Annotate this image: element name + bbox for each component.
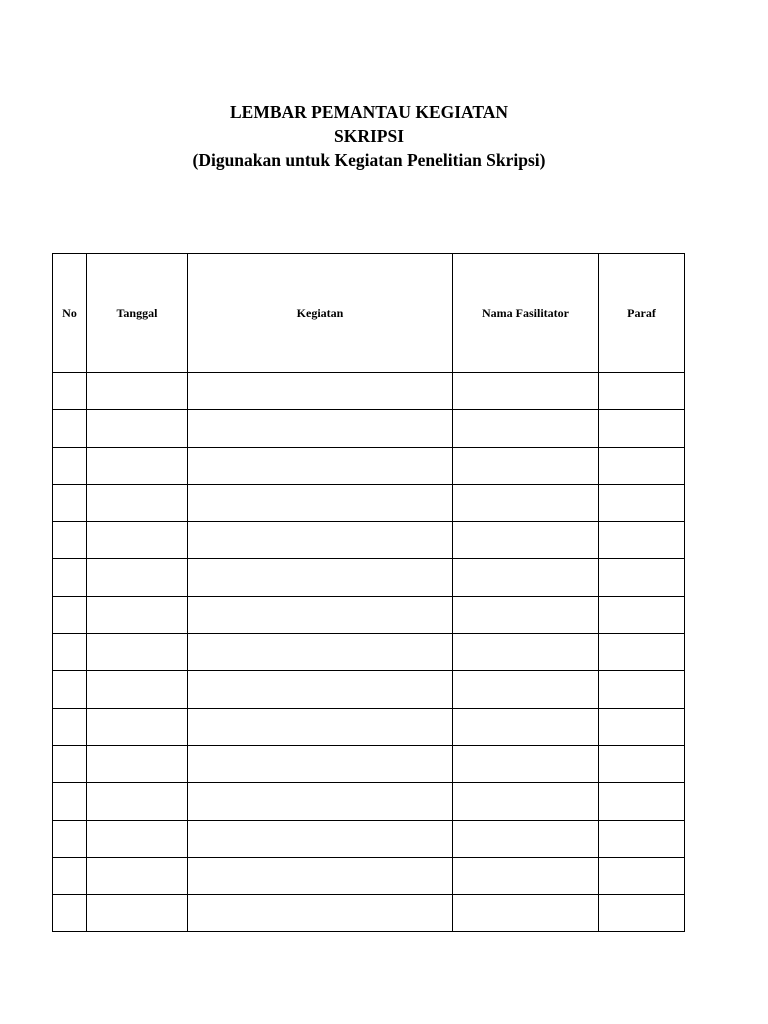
document-title xyxy=(0,100,738,172)
cell-signature[interactable] xyxy=(599,410,685,447)
cell-date[interactable] xyxy=(87,373,188,410)
cell-no[interactable] xyxy=(53,895,87,932)
table-header-row xyxy=(53,254,685,373)
header-facilitator: Nama Fasilitator xyxy=(453,254,599,373)
cell-signature[interactable] xyxy=(599,857,685,894)
cell-date[interactable] xyxy=(87,634,188,671)
cell-facilitator[interactable] xyxy=(453,671,599,708)
cell-activity[interactable] xyxy=(188,634,453,671)
cell-no[interactable] xyxy=(53,596,87,633)
cell-activity[interactable] xyxy=(188,373,453,410)
cell-signature[interactable] xyxy=(599,522,685,559)
cell-activity[interactable] xyxy=(188,783,453,820)
cell-no[interactable] xyxy=(53,373,87,410)
cell-no[interactable] xyxy=(53,484,87,521)
cell-activity[interactable] xyxy=(188,820,453,857)
cell-signature[interactable] xyxy=(599,484,685,521)
cell-no[interactable] xyxy=(53,783,87,820)
cell-signature[interactable] xyxy=(599,745,685,782)
title-line-usage-note: (Digunakan untuk Kegiatan Penelitian Skripsi) xyxy=(192,150,546,170)
cell-facilitator[interactable] xyxy=(453,783,599,820)
cell-date[interactable] xyxy=(87,820,188,857)
cell-facilitator[interactable] xyxy=(453,745,599,782)
title-line-main: LEMBAR PEMANTAU KEGIATAN xyxy=(229,102,509,122)
header-date: Tanggal xyxy=(87,254,188,373)
cell-date[interactable] xyxy=(87,559,188,596)
cell-signature[interactable] xyxy=(599,634,685,671)
cell-date[interactable] xyxy=(87,484,188,521)
cell-date[interactable] xyxy=(87,671,188,708)
cell-activity[interactable] xyxy=(188,596,453,633)
cell-signature[interactable] xyxy=(599,447,685,484)
table-row xyxy=(53,745,685,782)
cell-facilitator[interactable] xyxy=(453,559,599,596)
cell-no[interactable] xyxy=(53,708,87,745)
cell-activity[interactable] xyxy=(188,447,453,484)
cell-date[interactable] xyxy=(87,447,188,484)
table-row xyxy=(53,447,685,484)
cell-signature[interactable] xyxy=(599,783,685,820)
table-row xyxy=(53,596,685,633)
cell-activity[interactable] xyxy=(188,522,453,559)
table-row xyxy=(53,410,685,447)
cell-facilitator[interactable] xyxy=(453,708,599,745)
cell-signature[interactable] xyxy=(599,820,685,857)
cell-signature[interactable] xyxy=(599,895,685,932)
cell-facilitator[interactable] xyxy=(453,634,599,671)
table-row xyxy=(53,373,685,410)
cell-activity[interactable] xyxy=(188,895,453,932)
cell-no[interactable] xyxy=(53,634,87,671)
table-row xyxy=(53,522,685,559)
table-row xyxy=(53,783,685,820)
header-signature: Paraf xyxy=(599,254,685,373)
table-row xyxy=(53,857,685,894)
cell-date[interactable] xyxy=(87,596,188,633)
title-line-subject: SKRIPSI xyxy=(333,126,405,146)
cell-date[interactable] xyxy=(87,857,188,894)
cell-facilitator[interactable] xyxy=(453,857,599,894)
cell-facilitator[interactable] xyxy=(453,484,599,521)
cell-facilitator[interactable] xyxy=(453,895,599,932)
cell-activity[interactable] xyxy=(188,559,453,596)
cell-date[interactable] xyxy=(87,410,188,447)
table-row xyxy=(53,671,685,708)
activity-log-table xyxy=(52,253,685,932)
cell-date[interactable] xyxy=(87,783,188,820)
cell-date[interactable] xyxy=(87,522,188,559)
cell-facilitator[interactable] xyxy=(453,522,599,559)
cell-signature[interactable] xyxy=(599,671,685,708)
header-activity: Kegiatan xyxy=(188,254,453,373)
cell-signature[interactable] xyxy=(599,596,685,633)
cell-no[interactable] xyxy=(53,745,87,782)
cell-activity[interactable] xyxy=(188,484,453,521)
cell-no[interactable] xyxy=(53,522,87,559)
cell-facilitator[interactable] xyxy=(453,373,599,410)
cell-date[interactable] xyxy=(87,745,188,782)
cell-signature[interactable] xyxy=(599,559,685,596)
cell-facilitator[interactable] xyxy=(453,596,599,633)
cell-no[interactable] xyxy=(53,820,87,857)
cell-activity[interactable] xyxy=(188,410,453,447)
cell-no[interactable] xyxy=(53,559,87,596)
cell-date[interactable] xyxy=(87,708,188,745)
table-row xyxy=(53,484,685,521)
cell-activity[interactable] xyxy=(188,745,453,782)
table-row xyxy=(53,895,685,932)
table-row xyxy=(53,634,685,671)
header-no: No xyxy=(53,254,87,373)
cell-date[interactable] xyxy=(87,895,188,932)
cell-signature[interactable] xyxy=(599,708,685,745)
cell-facilitator[interactable] xyxy=(453,820,599,857)
cell-activity[interactable] xyxy=(188,708,453,745)
cell-facilitator[interactable] xyxy=(453,410,599,447)
table-row xyxy=(53,708,685,745)
cell-activity[interactable] xyxy=(188,857,453,894)
cell-no[interactable] xyxy=(53,671,87,708)
cell-facilitator[interactable] xyxy=(453,447,599,484)
table-row xyxy=(53,820,685,857)
cell-no[interactable] xyxy=(53,447,87,484)
cell-no[interactable] xyxy=(53,410,87,447)
cell-signature[interactable] xyxy=(599,373,685,410)
cell-activity[interactable] xyxy=(188,671,453,708)
table-body xyxy=(53,373,685,932)
cell-no[interactable] xyxy=(53,857,87,894)
table-row xyxy=(53,559,685,596)
